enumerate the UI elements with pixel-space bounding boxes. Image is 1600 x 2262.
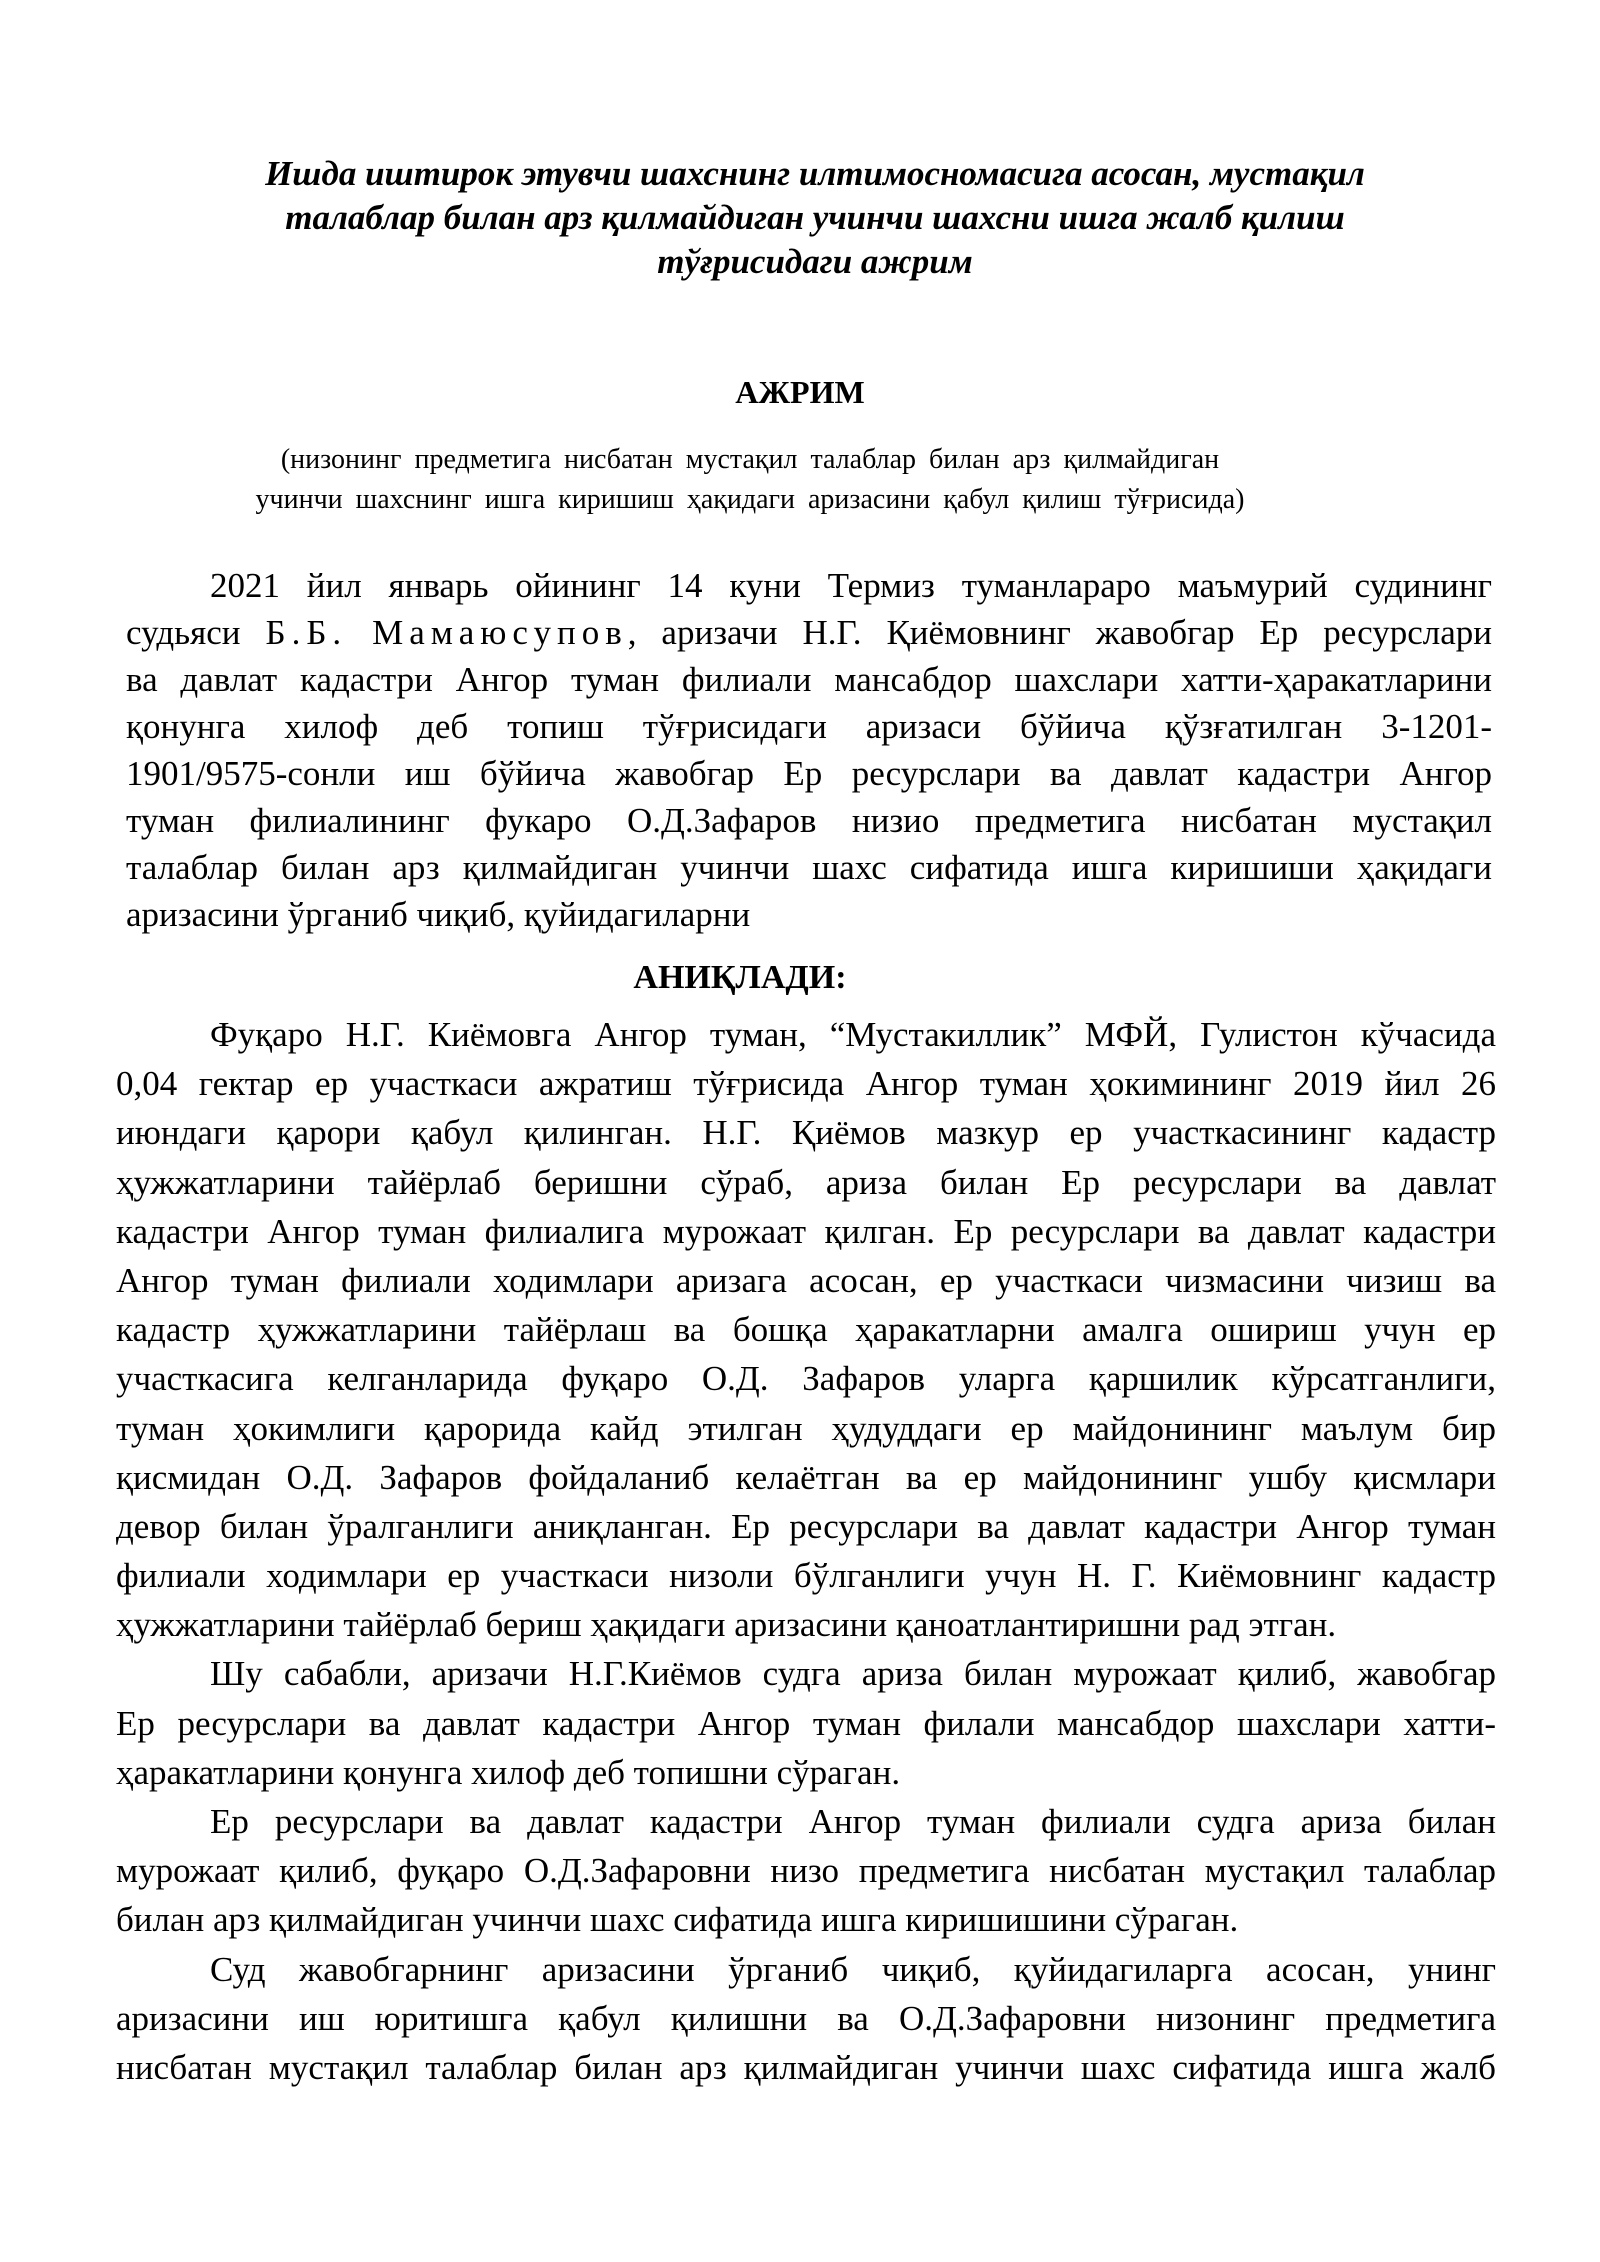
- body-line: филиали ходимлари ер участкаси низоли бўлганлиги учун Н. Г. Киёмовнинг кадастр: [116, 1556, 1496, 1596]
- body-line: аризасини иш юритишга қабул қилишни ва О.Д.Зафаровни низонинг предметига: [116, 1998, 1496, 2038]
- title-line: тўғрисидаги ажрим: [657, 242, 973, 281]
- document-heading: АЖРИМ: [735, 374, 865, 410]
- body-line: Фуқаро Н.Г. Киёмовга Ангор туман, “Мустакиллик” МФЙ, Гулистон кўчасида: [210, 1015, 1496, 1054]
- body-line: Ангор туман филиали ходимлари аризага асосан, ер участкаси чизмасини чизиш ва: [116, 1260, 1496, 1300]
- body-line: Ер ресурслари ва давлат кадастри Ангор туман филиали судга ариза билан: [210, 1802, 1496, 1841]
- body-line: туман ҳокимлиги қарорида кайд этилган ҳудуддаги ер майдонининг маълум бир: [116, 1408, 1496, 1448]
- body-line: кадастр ҳужжатларини тайёрлаш ва бошқа ҳаракатларни амалга ошириш учун ер: [116, 1310, 1496, 1350]
- body-line: ҳаракатларини қонунга хилоф деб топишни сўраган.: [116, 1752, 901, 1792]
- title-line: талаблар билан арз қилмайдиган учинчи шахсни ишга жалб қилиш: [285, 198, 1345, 237]
- section-heading: АНИҚЛАДИ:: [633, 959, 847, 996]
- intro-line: аризасини ўрганиб чиқиб, қуйидагиларни: [126, 895, 751, 934]
- subtitle-line: учинчи шахснинг ишга киришиш ҳақидаги аризасини қабул қилиш тўғрисида): [255, 484, 1245, 515]
- intro-text: судьяси: [126, 613, 266, 652]
- body-line: Шу сабабли, аризачи Н.Г.Киёмов судга ариза билан мурожаат қилиб, жавобгар: [210, 1654, 1496, 1694]
- intro-line: [126, 609, 1492, 656]
- intro-line: ва давлат кадастри Ангор туман филиали мансабдор шахслари хатти-ҳаракатларини: [126, 660, 1492, 699]
- body-line: Суд жавобгарнинг аризасини ўрганиб чиқиб, қуйидагиларга асосан, унинг: [210, 1949, 1496, 1989]
- document-subtitle: [150, 440, 1350, 520]
- body-line: 0,04 гектар ер участкаси ажратиш тўғрисида Ангор туман ҳокимининг 2019 йил 26: [116, 1064, 1496, 1104]
- intro-line: 2021 йил январь ойининг 14 куни Термиз туманлараро маъмурий судининг: [210, 566, 1492, 605]
- body-text: [116, 1010, 1496, 2092]
- body-line: ҳужжатларини тайёрлаб бериш ҳақидаги аризасини қаноатлантиришни рад этган.: [116, 1605, 1337, 1645]
- intro-line: талаблар билан арз қилмайдиган учинчи шахс сифатида ишга киришиши ҳақидаги: [126, 848, 1492, 887]
- body-line: июндаги қарори қабул қилинган. Н.Г. Қиёмов мазкур ер участкасининг кадастр: [116, 1113, 1496, 1153]
- body-line: участкасига келганларида фуқаро О.Д. Зафаров уларга қаршилик кўрсатганлиги,: [116, 1359, 1496, 1399]
- body-line: Ер ресурслари ва давлат кадастри Ангор туман филали мансабдор шахслари хатти-: [116, 1703, 1496, 1743]
- body-line: қисмидан О.Д. Зафаров фойдаланиб келаётган ва ер майдонининг ушбу қисмлари: [116, 1457, 1496, 1497]
- body-line: нисбатан мустақил талаблар билан арз қилмайдиган учинчи шахс сифатида ишга жалб: [116, 2047, 1496, 2087]
- body-line: кадастри Ангор туман филиалига мурожаат қилган. Ер ресурслари ва давлат кадастри: [116, 1211, 1496, 1251]
- body-line: мурожаат қилиб, фуқаро О.Д.Зафаровни низо предметига нисбатан мустақил талаблар: [116, 1851, 1496, 1891]
- body-line: билан арз қилмайдиган учинчи шахс сифатида ишга киришишини сўраган.: [116, 1900, 1239, 1940]
- intro-line: 1901/9575-сонли иш бўйича жавобгар Ер ресурслари ва давлат кадастри Ангор: [126, 754, 1492, 793]
- body-line: девор билан ўралганлиги аниқланган. Ер ресурслари ва давлат кадастри Ангор туман: [116, 1506, 1496, 1546]
- intro-paragraph: [126, 562, 1492, 938]
- judge-surname: Мамаюсупов: [372, 613, 628, 652]
- intro-line: қонунга хилоф деб топиш тўғрисидаги аризаси бўйича қўзғатилган 3-1201-: [126, 707, 1492, 746]
- intro-line: туман филиалининг фукаро О.Д.Зафаров низио предметига нисбатан мустақил: [126, 801, 1492, 840]
- document-title: [170, 152, 1460, 284]
- judge-initials: Б.Б.: [265, 613, 348, 652]
- title-line: Ишда иштирок этувчи шахснинг илтимосномасига асосан, мустақил: [265, 154, 1365, 193]
- subtitle-line: (низонинг предметига нисбатан мустақил талаблар билан арз қилмайдиган: [280, 444, 1220, 475]
- intro-text: , аризачи Н.Г. Қиёмовнинг жавобгар Ер ресурслари: [627, 613, 1492, 652]
- body-line: ҳужжатларини тайёрлаб беришни сўраб, ариза билан Ер ресурслари ва давлат: [116, 1162, 1496, 1202]
